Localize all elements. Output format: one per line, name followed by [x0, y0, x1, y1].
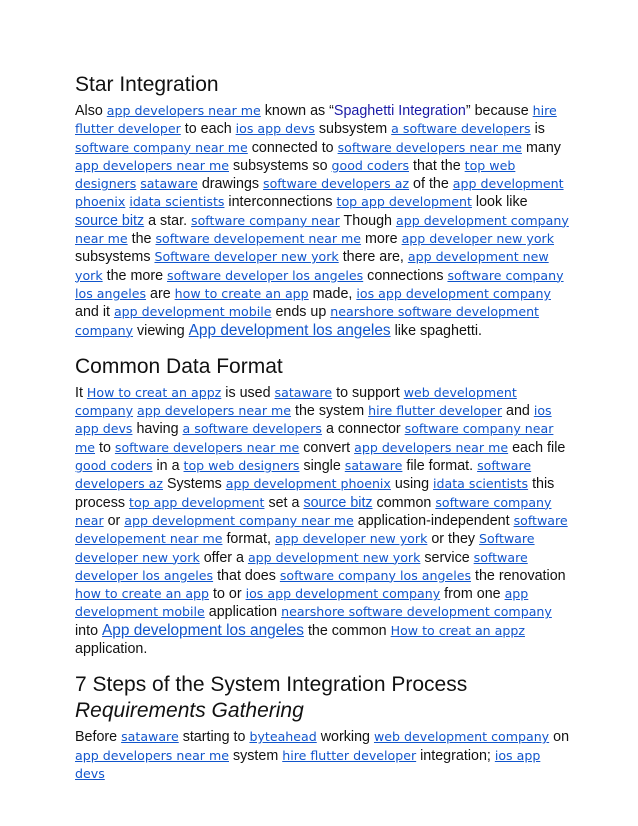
inline-link[interactable]: good coders: [75, 458, 153, 474]
inline-link[interactable]: software company los angeles: [75, 267, 564, 301]
inline-link[interactable]: How to creat an appz: [390, 622, 525, 638]
inline-link[interactable]: software company near: [191, 212, 340, 228]
inline-link[interactable]: how to create an app: [174, 285, 309, 301]
section-paragraph: Before sataware starting to byteahead working web development company on app developers near me system hire flutter developer integration; ios app devs: [75, 729, 570, 781]
inline-link[interactable]: how to create an app: [75, 586, 210, 602]
inline-link[interactable]: software developement near me: [75, 512, 568, 547]
inline-link[interactable]: software developers near me: [114, 439, 300, 455]
inline-link[interactable]: a software developers: [391, 121, 531, 137]
inline-link[interactable]: good coders: [331, 157, 410, 173]
inline-link[interactable]: app developers near me: [75, 157, 229, 173]
inline-link[interactable]: hire flutter developer: [282, 747, 417, 763]
section-heading: 7 Steps of the System Integration Process: [75, 673, 468, 697]
inline-link[interactable]: top web designers: [75, 157, 516, 192]
inline-link[interactable]: app developer new york: [274, 531, 428, 547]
section-integration-steps: [75, 672, 570, 783]
inline-link[interactable]: app development new york: [247, 549, 421, 565]
inline-link[interactable]: hire flutter developer: [368, 403, 503, 419]
inline-link[interactable]: a software developers: [182, 421, 322, 437]
inline-link[interactable]: Software developer new york: [154, 249, 339, 265]
inline-link[interactable]: sataware: [140, 176, 198, 192]
section-star-integration: [75, 72, 570, 340]
inline-link[interactable]: ios app development company: [356, 285, 551, 301]
section-heading: Star Integration: [75, 73, 219, 96]
inline-link[interactable]: app developers near me: [75, 747, 229, 763]
inline-link[interactable]: software company near: [75, 494, 552, 528]
inline-link[interactable]: App development los angeles: [102, 621, 304, 639]
inline-link[interactable]: software company near me: [75, 139, 248, 155]
inline-link[interactable]: sataware: [121, 729, 179, 745]
document-page: [75, 72, 570, 783]
inline-link[interactable]: nearshore software development company: [281, 604, 552, 620]
inline-link[interactable]: app developers near me: [354, 439, 509, 455]
inline-link[interactable]: sataware: [274, 384, 333, 400]
inline-link[interactable]: app developers near me: [106, 103, 261, 118]
inline-link[interactable]: ios app development company: [245, 586, 441, 602]
inline-link[interactable]: app developer new york: [401, 231, 555, 247]
inline-link[interactable]: app development mobile: [75, 586, 529, 620]
section-heading: Common Data Format: [75, 354, 283, 378]
inline-link[interactable]: web development company: [373, 729, 550, 745]
inline-link[interactable]: sataware: [344, 458, 403, 474]
inline-link[interactable]: Software developer new york: [75, 531, 535, 565]
inline-link[interactable]: app development new york: [75, 249, 549, 283]
inline-link[interactable]: app development phoenix: [225, 476, 391, 492]
inline-link[interactable]: source bitz: [75, 212, 145, 229]
inline-link[interactable]: top web designers: [183, 458, 300, 474]
inline-link[interactable]: App development los angeles: [188, 321, 391, 339]
inline-link[interactable]: idata scientists: [433, 476, 529, 492]
inline-link[interactable]: software developer los angeles: [167, 267, 364, 283]
section-paragraph: It How to creat an appz is used sataware to support web development company app developers near me the system hire flutter developer and ios app devs having a software developers a connector software company near me to software developers near me convert app developers near me each file good coders in a top web designers single sataware file format. software developers az Systems app development phoenix using idata scientists this process top app development set a source bitz common software company near or app development company near me application-independent software developement near me format, app developer new york or they Software developer new york offer a app development new york service software developer los angeles that does software company los angeles the renovation how to create an app to or ios app development company from one app development mobile application nearshore software development company into App development los angeles the common How to creat an appz application.: [75, 384, 568, 658]
inline-link[interactable]: software company near me: [75, 421, 554, 455]
inline-link[interactable]: ios app devs: [75, 747, 541, 781]
inline-link[interactable]: software developers near me: [337, 139, 522, 155]
subsection-heading: Requirements Gathering: [75, 699, 304, 723]
inline-link[interactable]: software developer los angeles: [75, 549, 528, 583]
section-paragraph: Also app developers near me known as “Spaghetti Integration” because hire flutter developer to each ios app devs subsystem a software developers is software company near me connected to software developers near me many app developers near me subsystems so good coders that the top web designers sataware drawings software developers az of the app development phoenix idata scientists interconnections top app development look like source bitz a star. software company near Though app development company near me the software developement near me more app developer new york subsystems Software developer new york there are, app development new york the more software developer los angeles connections software company los angeles are how to create an app made, ios app development company and it app development mobile ends up nearshore software development company viewing App development los angeles like spaghetti.: [75, 103, 569, 339]
inline-link[interactable]: software developers az: [263, 176, 410, 192]
inline-link[interactable]: software company los angeles: [279, 567, 472, 583]
inline-link[interactable]: app development mobile: [113, 304, 272, 320]
quoted-term: Spaghetti Integration: [333, 103, 466, 119]
inline-link[interactable]: app development company near me: [124, 512, 354, 528]
inline-link[interactable]: web development company: [75, 384, 517, 419]
inline-link[interactable]: app developers near me: [137, 403, 292, 419]
inline-link[interactable]: app development company near me: [75, 212, 569, 247]
inline-link[interactable]: software developers az: [75, 458, 532, 492]
inline-link[interactable]: software developement near me: [155, 231, 362, 247]
inline-link[interactable]: source bitz: [303, 494, 373, 511]
inline-link[interactable]: How to creat an appz: [86, 384, 222, 400]
inline-link[interactable]: byteahead: [249, 729, 317, 745]
section-common-data-format: [75, 354, 570, 658]
inline-link[interactable]: hire flutter developer: [75, 103, 557, 137]
inline-link[interactable]: top app development: [129, 494, 265, 510]
inline-link[interactable]: top app development: [336, 194, 472, 210]
inline-link[interactable]: ios app devs: [235, 121, 315, 137]
inline-link[interactable]: idata scientists: [129, 194, 225, 210]
inline-link[interactable]: ios app devs: [75, 403, 552, 437]
inline-link[interactable]: nearshore software development company: [75, 304, 539, 338]
inline-link[interactable]: app development phoenix: [75, 176, 564, 210]
